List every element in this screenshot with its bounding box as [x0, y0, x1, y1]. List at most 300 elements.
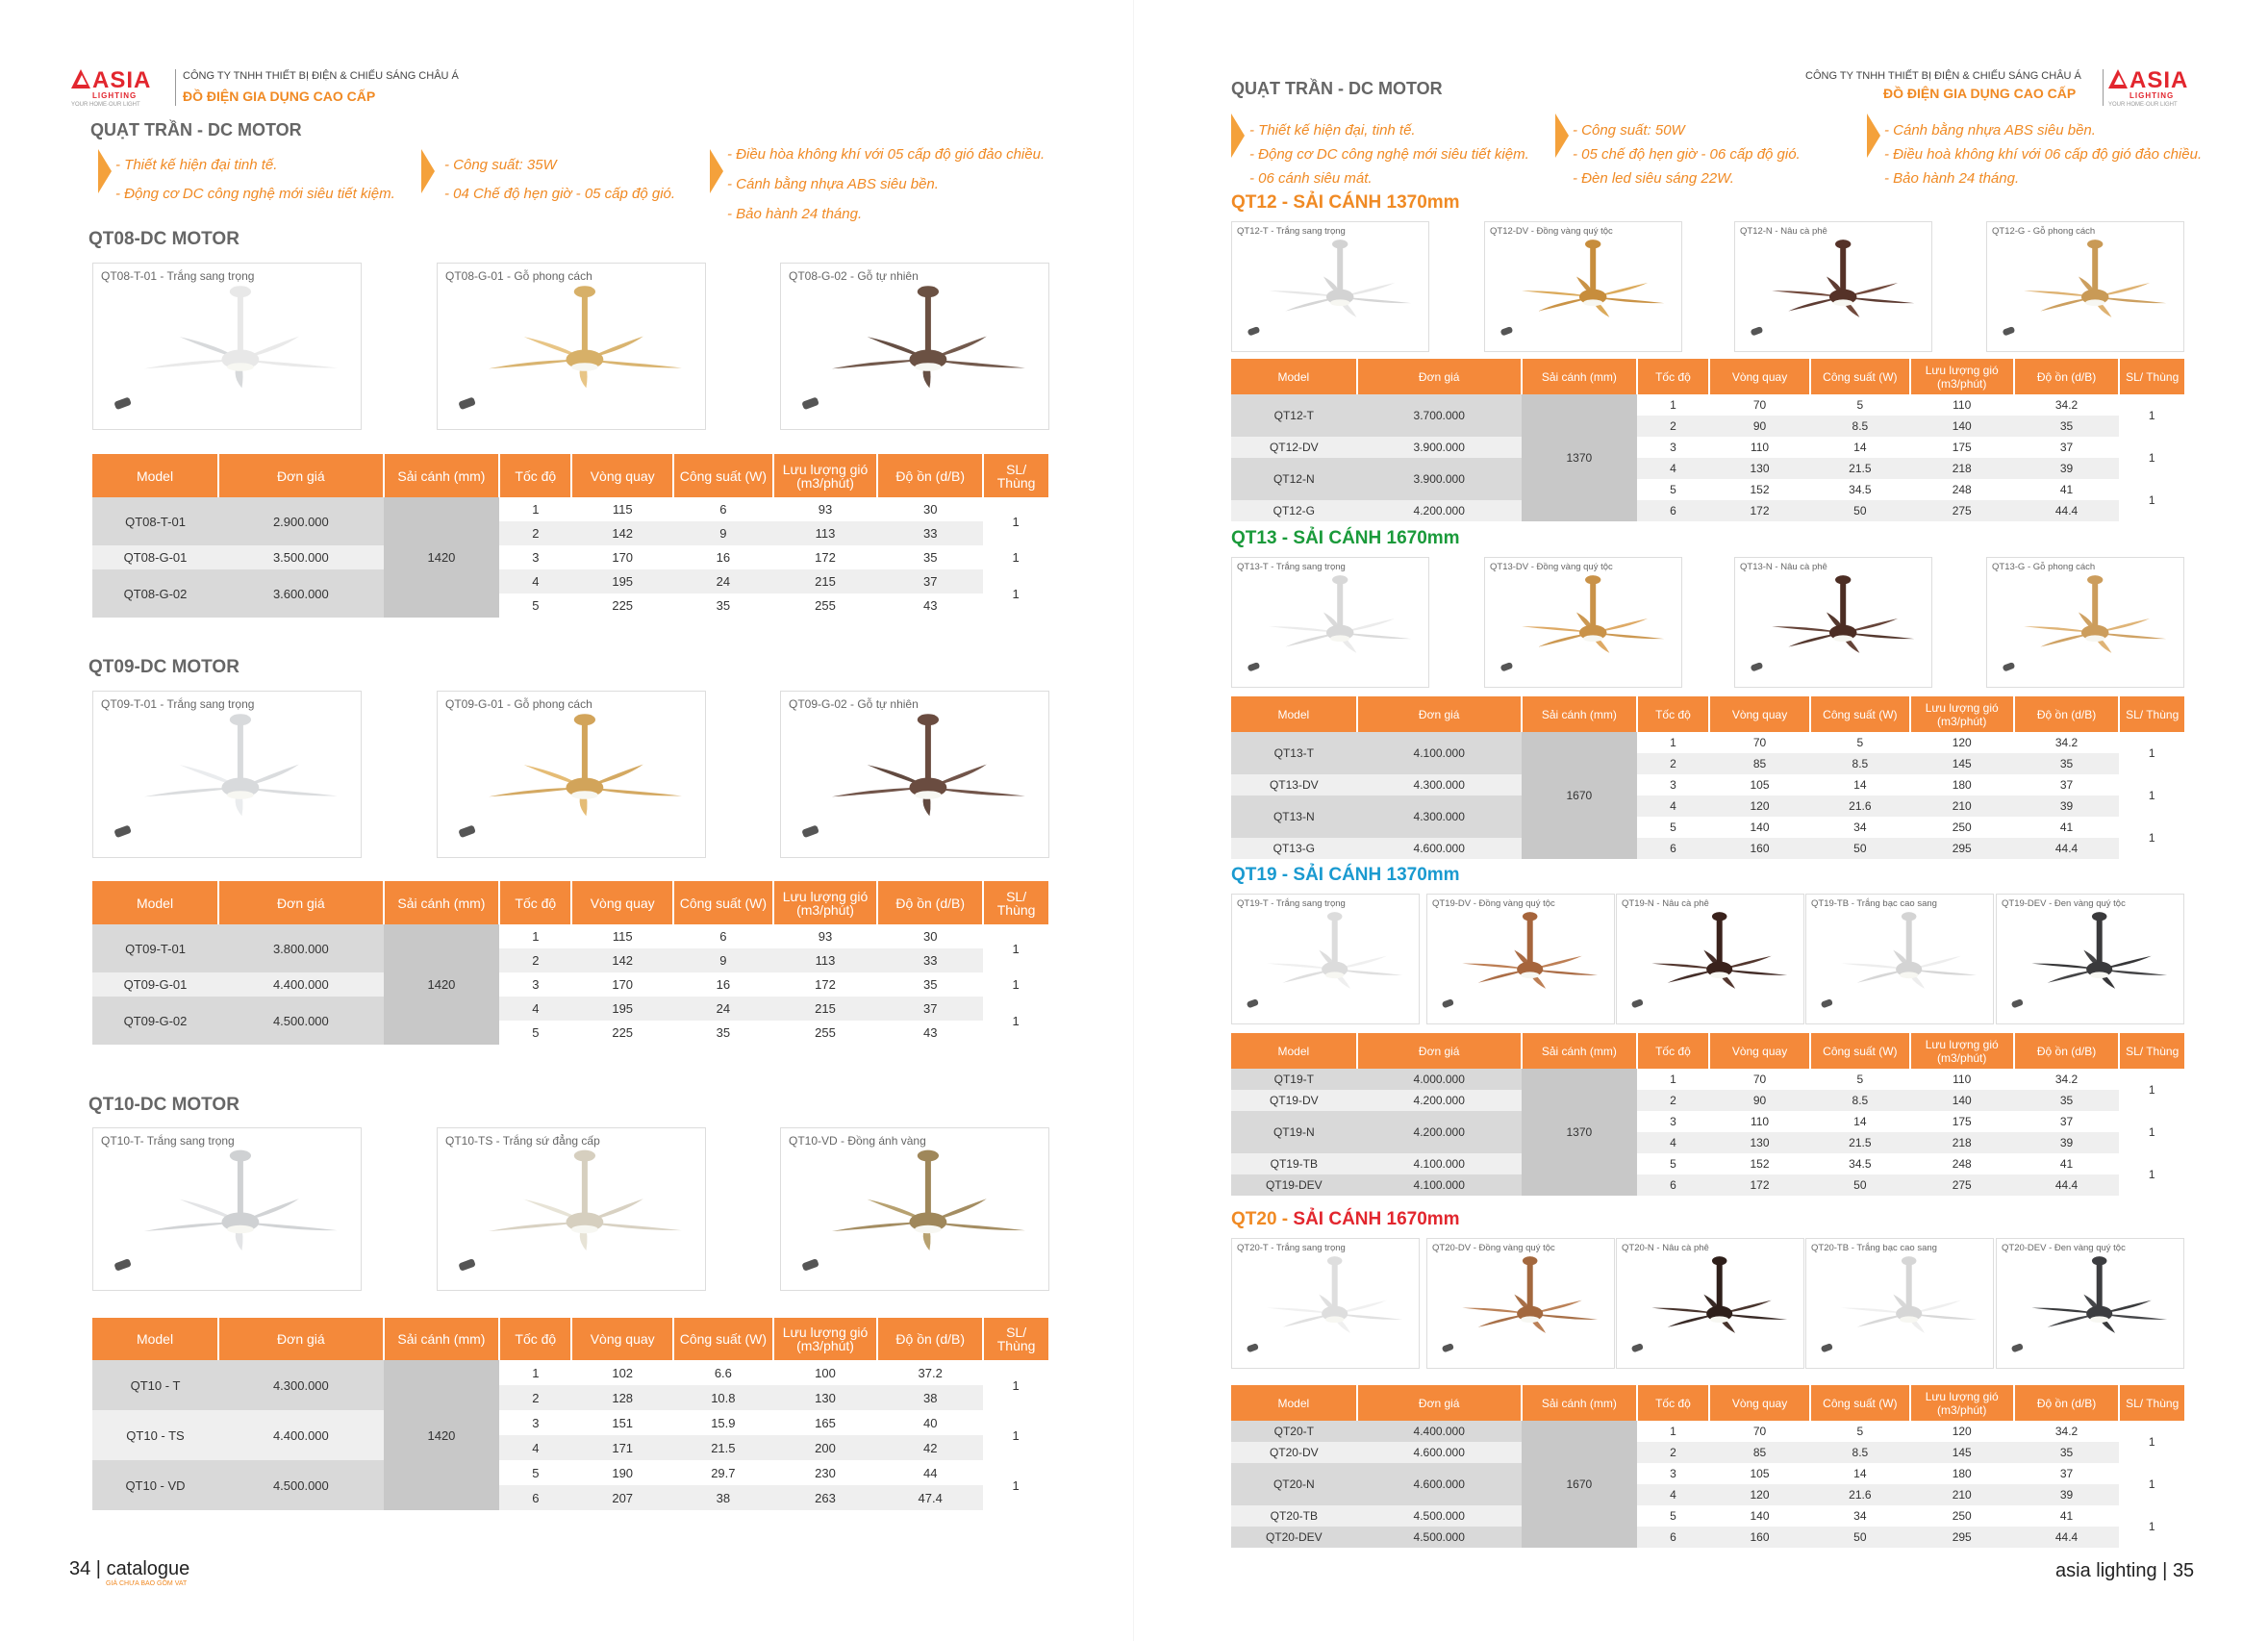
ceiling-fan-image: [1427, 895, 1614, 1023]
power-cell: 9: [673, 948, 773, 972]
airflow-cell: 130: [773, 1385, 877, 1410]
footer-vat-note: GIÁ CHƯA BAO GỒM VAT: [106, 1580, 188, 1587]
airflow-cell: 175: [1910, 1111, 2014, 1132]
price-cell: 4.300.000: [1357, 774, 1522, 795]
rpm-cell: 70: [1709, 732, 1810, 753]
feature-arrow-icon: [1231, 114, 1245, 158]
span-cell: 1670: [1522, 1421, 1637, 1548]
product-label: QT13-G - Gỗ phong cách: [1992, 562, 2096, 572]
product-card[interactable]: [1231, 221, 1429, 352]
column-header: Công suất (W): [1810, 359, 1910, 394]
power-cell: 34: [1810, 817, 1910, 838]
rpm-cell: 160: [1709, 838, 1810, 859]
product-card[interactable]: [1231, 557, 1429, 688]
product-label: QT20-TB - Trắng bạc cao sang: [1811, 1243, 1937, 1253]
power-cell: 50: [1810, 1174, 1910, 1196]
column-header: Tốc độ: [499, 1318, 571, 1360]
speed-cell: 4: [499, 1435, 571, 1460]
product-card[interactable]: [1996, 894, 2184, 1024]
noise-cell: 39: [2014, 1132, 2120, 1153]
speed-cell: 1: [499, 924, 571, 948]
table-row: [92, 497, 1048, 521]
table-row: [1231, 1442, 2184, 1463]
table-header-row: [1231, 696, 2184, 732]
qty-cell: 1: [983, 569, 1048, 618]
product-card[interactable]: [780, 1127, 1049, 1291]
speed-cell: 1: [1637, 1421, 1709, 1442]
power-cell: 21.5: [1810, 458, 1910, 479]
product-card[interactable]: [92, 691, 362, 858]
column-header: Lưu lượng gió (m3/phút): [773, 881, 877, 924]
price-cell: 3.800.000: [218, 924, 384, 972]
noise-cell: 37.2: [877, 1360, 983, 1385]
table-row: [1231, 1505, 2184, 1527]
column-header: SL/ Thùng: [2119, 359, 2184, 394]
power-cell: 14: [1810, 437, 1910, 458]
ceiling-fan-image: [1997, 1239, 2183, 1368]
airflow-cell: 230: [773, 1460, 877, 1485]
qty-cell: 1: [983, 1460, 1048, 1510]
price-cell: 4.100.000: [1357, 732, 1522, 774]
product-card[interactable]: [780, 691, 1049, 858]
noise-cell: 30: [877, 924, 983, 948]
product-card[interactable]: [1996, 1238, 2184, 1369]
company-subtitle: ĐỒ ĐIỆN GIA DỤNG CAO CẤP: [183, 88, 376, 104]
airflow-cell: 215: [773, 997, 877, 1021]
noise-cell: 33: [877, 521, 983, 545]
price-cell: 4.500.000: [1357, 1505, 1522, 1527]
airflow-cell: 172: [773, 545, 877, 569]
column-header: Vòng quay: [1709, 1385, 1810, 1421]
column-header: Đơn giá: [1357, 1385, 1522, 1421]
asia-lighting-logo: ASIA LIGHTING YOUR HOME·OUR LIGHT: [2108, 67, 2189, 108]
column-header: Lưu lượng gió (m3/phút): [1910, 359, 2014, 394]
rpm-cell: 225: [571, 1021, 672, 1045]
rpm-cell: 207: [571, 1485, 672, 1510]
qty-cell: 1: [2119, 479, 2184, 521]
ceiling-fan-image: [1735, 558, 1931, 687]
table-row: [1231, 437, 2184, 458]
column-header: Model: [1231, 1033, 1357, 1069]
column-header: Công suất (W): [1810, 696, 1910, 732]
power-cell: 35: [673, 1021, 773, 1045]
column-header: Lưu lượng gió (m3/phút): [1910, 1033, 2014, 1069]
qt08-spec-table: [92, 454, 1048, 618]
speed-cell: 2: [1637, 1090, 1709, 1111]
column-header: Độ ồn (d/B): [2014, 1033, 2120, 1069]
product-card[interactable]: [1986, 557, 2184, 688]
rpm-cell: 115: [571, 924, 672, 948]
airflow-cell: 248: [1910, 479, 2014, 500]
ceiling-fan-image: [1427, 1239, 1614, 1368]
ceiling-fan-image: [1806, 895, 1993, 1023]
column-header: Tốc độ: [1637, 359, 1709, 394]
qty-cell: 1: [983, 1360, 1048, 1410]
ceiling-fan-image: [781, 264, 1048, 429]
product-label: QT19-DEV - Đen vàng quý tộc: [2002, 898, 2126, 909]
product-label: QT12-DV - Đồng vàng quý tộc: [1490, 226, 1613, 237]
qt12-spec-table: [1231, 359, 2184, 521]
product-card[interactable]: [1805, 894, 1994, 1024]
ceiling-fan-image: [1806, 1239, 1993, 1368]
column-header: Vòng quay: [571, 1318, 672, 1360]
model-cell: QT13-DV: [1231, 774, 1357, 795]
product-card[interactable]: [1616, 1238, 1804, 1369]
airflow-cell: 172: [773, 972, 877, 997]
qt13-title: QT13 - SẢI CÁNH 1670mm: [1231, 528, 1460, 548]
power-cell: 5: [1810, 1069, 1910, 1090]
section-title: QUẠT TRẦN - DC MOTOR: [90, 120, 302, 139]
noise-cell: 44: [877, 1460, 983, 1485]
feature-arrow-icon: [710, 149, 723, 193]
speed-cell: 6: [1637, 1527, 1709, 1548]
column-header: Công suất (W): [1810, 1385, 1910, 1421]
product-card[interactable]: [1426, 1238, 1615, 1369]
power-cell: 50: [1810, 500, 1910, 521]
product-label: QT10-T- Trắng sang trọng: [101, 1134, 235, 1148]
qty-cell: 1: [2119, 1111, 2184, 1153]
column-header: Độ ồn (d/B): [2014, 359, 2120, 394]
rpm-cell: 195: [571, 569, 672, 593]
column-header: SL/ Thùng: [983, 454, 1048, 497]
product-label: QT09-G-02 - Gỗ tự nhiên: [789, 697, 919, 711]
power-cell: 14: [1810, 1111, 1910, 1132]
feature-arrow-icon: [1867, 114, 1880, 158]
noise-cell: 44.4: [2014, 1174, 2120, 1196]
product-card[interactable]: [92, 1127, 362, 1291]
qty-cell: 1: [983, 545, 1048, 569]
airflow-cell: 113: [773, 521, 877, 545]
noise-cell: 44.4: [2014, 1527, 2120, 1548]
model-cell: QT20-DV: [1231, 1442, 1357, 1463]
model-cell: QT08-G-02: [92, 569, 218, 618]
feature-arrow-icon: [98, 149, 112, 193]
column-header: SL/ Thùng: [983, 881, 1048, 924]
product-label: QT08-T-01 - Trắng sang trọng: [101, 269, 255, 283]
power-cell: 35: [673, 593, 773, 618]
ceiling-fan-image: [1485, 558, 1681, 687]
model-cell: QT09-T-01: [92, 924, 218, 972]
rpm-cell: 152: [1709, 1153, 1810, 1174]
model-cell: QT09-G-01: [92, 972, 218, 997]
power-cell: 34: [1810, 1505, 1910, 1527]
product-card[interactable]: [437, 263, 706, 430]
model-cell: QT08-T-01: [92, 497, 218, 545]
model-cell: QT12-DV: [1231, 437, 1357, 458]
power-cell: 6.6: [673, 1360, 773, 1385]
product-card[interactable]: [1484, 557, 1682, 688]
feature-block-3: - Cánh bằng nhựa ABS siêu bền. - Điều hoà không khí với 06 cấp độ gió đảo chiều. - Bảo hành 24 tháng.: [1884, 122, 2203, 187]
noise-cell: 34.2: [2014, 1069, 2120, 1090]
ceiling-fan-image: [1232, 895, 1419, 1023]
noise-cell: 35: [2014, 753, 2120, 774]
speed-cell: 4: [499, 569, 571, 593]
speed-cell: 5: [499, 1021, 571, 1045]
airflow-cell: 295: [1910, 1527, 2014, 1548]
table-row: [92, 569, 1048, 593]
airflow-cell: 200: [773, 1435, 877, 1460]
power-cell: 14: [1810, 774, 1910, 795]
section-title: QUẠT TRẦN - DC MOTOR: [1231, 79, 1443, 98]
ceiling-fan-image: [93, 264, 361, 429]
product-label: QT09-T-01 - Trắng sang trọng: [101, 697, 255, 711]
product-card[interactable]: [437, 691, 706, 858]
power-cell: 5: [1810, 394, 1910, 416]
rpm-cell: 195: [571, 997, 672, 1021]
product-label: QT12-G - Gỗ phong cách: [1992, 226, 2096, 237]
table-header-row: [92, 881, 1048, 924]
rpm-cell: 190: [571, 1460, 672, 1485]
noise-cell: 43: [877, 1021, 983, 1045]
speed-cell: 5: [1637, 817, 1709, 838]
power-cell: 50: [1810, 1527, 1910, 1548]
column-header: Đơn giá: [1357, 359, 1522, 394]
table-row: [92, 924, 1048, 948]
rpm-cell: 102: [571, 1360, 672, 1385]
column-header: Công suất (W): [1810, 1033, 1910, 1069]
rpm-cell: 128: [571, 1385, 672, 1410]
product-label: QT12-N - Nâu cà phê: [1740, 226, 1827, 237]
product-card[interactable]: [1426, 894, 1615, 1024]
price-cell: 4.200.000: [1357, 1090, 1522, 1111]
airflow-cell: 140: [1910, 1090, 2014, 1111]
qty-cell: 1: [983, 997, 1048, 1045]
column-header: Đơn giá: [218, 454, 384, 497]
feature-block-2: - Công suất: 35W - 04 Chế độ hẹn giờ - 05 cấp độ gió.: [444, 157, 676, 202]
rpm-cell: 140: [1709, 1505, 1810, 1527]
ceiling-fan-image: [1232, 558, 1428, 687]
ceiling-fan-image: [781, 692, 1048, 857]
product-label: QT13-T - Trắng sang trọng: [1237, 562, 1346, 572]
column-header: Vòng quay: [1709, 359, 1810, 394]
speed-cell: 2: [499, 1385, 571, 1410]
product-card[interactable]: [1805, 1238, 1994, 1369]
airflow-cell: 180: [1910, 774, 2014, 795]
column-header: Sải cánh (mm): [384, 1318, 499, 1360]
product-card[interactable]: [1484, 221, 1682, 352]
feature-arrow-icon: [421, 149, 435, 193]
column-header: Độ ồn (d/B): [877, 454, 983, 497]
column-header: Công suất (W): [673, 881, 773, 924]
column-header: Đơn giá: [1357, 1033, 1522, 1069]
price-cell: 4.400.000: [1357, 1421, 1522, 1442]
airflow-cell: 255: [773, 593, 877, 618]
product-card[interactable]: [1616, 894, 1804, 1024]
speed-cell: 2: [1637, 753, 1709, 774]
qty-cell: 1: [2119, 774, 2184, 817]
rpm-cell: 85: [1709, 753, 1810, 774]
product-card[interactable]: [780, 263, 1049, 430]
speed-cell: 2: [499, 521, 571, 545]
airflow-cell: 250: [1910, 817, 2014, 838]
table-row: [1231, 1111, 2184, 1132]
rpm-cell: 130: [1709, 458, 1810, 479]
rpm-cell: 172: [1709, 500, 1810, 521]
speed-cell: 3: [499, 1410, 571, 1435]
span-cell: 1420: [384, 1360, 499, 1510]
product-label: QT08-G-01 - Gỗ phong cách: [445, 269, 592, 283]
noise-cell: 37: [2014, 774, 2120, 795]
product-card[interactable]: [437, 1127, 706, 1291]
column-header: SL/ Thùng: [2119, 1033, 2184, 1069]
table-row: [1231, 1527, 2184, 1548]
page-footer: 34 | catalogue: [69, 1558, 190, 1579]
table-row: [1231, 1463, 2184, 1484]
noise-cell: 47.4: [877, 1485, 983, 1510]
product-label: QT19-DV - Đồng vàng quý tộc: [1432, 898, 1555, 909]
rpm-cell: 85: [1709, 1442, 1810, 1463]
price-cell: 4.100.000: [1357, 1153, 1522, 1174]
ceiling-fan-image: [1232, 1239, 1419, 1368]
ceiling-fan-image: [93, 1128, 361, 1290]
price-cell: 4.300.000: [1357, 795, 1522, 838]
product-card[interactable]: [1231, 894, 1420, 1024]
column-header: Sải cánh (mm): [1522, 1385, 1637, 1421]
column-header: Model: [92, 1318, 218, 1360]
ceiling-fan-image: [1987, 222, 2183, 351]
airflow-cell: 275: [1910, 1174, 2014, 1196]
price-cell: 4.400.000: [218, 972, 384, 997]
column-header: Đơn giá: [1357, 696, 1522, 732]
span-cell: 1370: [1522, 394, 1637, 521]
model-cell: QT19-TB: [1231, 1153, 1357, 1174]
rpm-cell: 110: [1709, 437, 1810, 458]
product-label: QT13-N - Nâu cà phê: [1740, 562, 1827, 572]
table-row: [1231, 500, 2184, 521]
qt09-spec-table: [92, 881, 1048, 1045]
column-header: Độ ồn (d/B): [877, 881, 983, 924]
table-row: [1231, 795, 2184, 817]
column-header: Sải cánh (mm): [1522, 696, 1637, 732]
column-header: Tốc độ: [499, 881, 571, 924]
speed-cell: 5: [499, 593, 571, 618]
speed-cell: 4: [1637, 1484, 1709, 1505]
qt20-spec-table: [1231, 1385, 2184, 1548]
airflow-cell: 140: [1910, 416, 2014, 437]
model-cell: QT19-N: [1231, 1111, 1357, 1153]
column-header: SL/ Thùng: [983, 1318, 1048, 1360]
power-cell: 9: [673, 521, 773, 545]
power-cell: 21.6: [1810, 795, 1910, 817]
table-row: [92, 972, 1048, 997]
speed-cell: 2: [1637, 416, 1709, 437]
airflow-cell: 255: [773, 1021, 877, 1045]
speed-cell: 5: [499, 1460, 571, 1485]
column-header: Tốc độ: [1637, 1033, 1709, 1069]
speed-cell: 3: [499, 545, 571, 569]
price-cell: 3.700.000: [1357, 394, 1522, 437]
qt19-spec-table: [1231, 1033, 2184, 1196]
table-header-row: [92, 1318, 1048, 1360]
qty-cell: 1: [2119, 1421, 2184, 1463]
qty-cell: 1: [2119, 732, 2184, 774]
qty-cell: 1: [983, 924, 1048, 972]
qt08-title: QT08-DC MOTOR: [88, 229, 239, 249]
product-label: QT08-G-02 - Gỗ tự nhiên: [789, 269, 919, 283]
power-cell: 5: [1810, 1421, 1910, 1442]
price-cell: 4.500.000: [218, 1460, 384, 1510]
model-cell: QT12-T: [1231, 394, 1357, 437]
price-cell: 3.600.000: [218, 569, 384, 618]
table-row: [92, 1360, 1048, 1385]
noise-cell: 35: [2014, 1442, 2120, 1463]
table-row: [92, 1410, 1048, 1435]
column-header: Tốc độ: [499, 454, 571, 497]
noise-cell: 35: [877, 972, 983, 997]
company-name: CÔNG TY TNHH THIẾT BỊ ĐIỆN & CHIẾU SÁNG CHÂU Á: [1805, 70, 2081, 82]
price-cell: 3.900.000: [1357, 458, 1522, 500]
column-header: Lưu lượng gió (m3/phút): [773, 1318, 877, 1360]
column-header: Độ ồn (d/B): [877, 1318, 983, 1360]
price-cell: 4.500.000: [1357, 1527, 1522, 1548]
rpm-cell: 140: [1709, 817, 1810, 838]
product-card[interactable]: [1734, 221, 1932, 352]
noise-cell: 35: [2014, 1090, 2120, 1111]
rpm-cell: 120: [1709, 1484, 1810, 1505]
noise-cell: 30: [877, 497, 983, 521]
rpm-cell: 170: [571, 545, 672, 569]
airflow-cell: 93: [773, 497, 877, 521]
qty-cell: 1: [2119, 817, 2184, 859]
airflow-cell: 120: [1910, 1421, 2014, 1442]
column-header: Lưu lượng gió (m3/phút): [773, 454, 877, 497]
price-cell: 3.900.000: [1357, 437, 1522, 458]
product-label: QT10-TS - Trắng sứ đẳng cấp: [445, 1134, 600, 1148]
model-cell: QT09-G-02: [92, 997, 218, 1045]
product-card[interactable]: [92, 263, 362, 430]
feature-block-1: - Thiết kế hiện đại, tinh tế. - Động cơ DC công nghệ mới siêu tiết kiệm. - 06 cánh siêu mát.: [1249, 122, 1529, 187]
qty-cell: 1: [983, 497, 1048, 545]
power-cell: 16: [673, 972, 773, 997]
qty-cell: 1: [2119, 1153, 2184, 1196]
airflow-cell: 175: [1910, 437, 2014, 458]
model-cell: QT12-G: [1231, 500, 1357, 521]
model-cell: QT20-N: [1231, 1463, 1357, 1505]
span-cell: 1420: [384, 497, 499, 618]
product-label: QT12-T - Trắng sang trọng: [1237, 226, 1346, 237]
table-row: [1231, 1174, 2184, 1196]
span-cell: 1420: [384, 924, 499, 1045]
column-header: Đơn giá: [218, 1318, 384, 1360]
speed-cell: 5: [1637, 1153, 1709, 1174]
table-row: [92, 997, 1048, 1021]
table-row: [1231, 1421, 2184, 1442]
price-cell: 4.300.000: [218, 1360, 384, 1410]
airflow-cell: 210: [1910, 795, 2014, 817]
noise-cell: 42: [877, 1435, 983, 1460]
power-cell: 5: [1810, 732, 1910, 753]
product-card[interactable]: [1986, 221, 2184, 352]
qty-cell: 1: [2119, 1505, 2184, 1548]
noise-cell: 41: [2014, 479, 2120, 500]
price-cell: 4.200.000: [1357, 1111, 1522, 1153]
span-cell: 1370: [1522, 1069, 1637, 1196]
speed-cell: 1: [1637, 394, 1709, 416]
rpm-cell: 160: [1709, 1527, 1810, 1548]
ceiling-fan-image: [438, 264, 705, 429]
rpm-cell: 70: [1709, 1421, 1810, 1442]
power-cell: 21.5: [1810, 1132, 1910, 1153]
speed-cell: 6: [1637, 500, 1709, 521]
power-cell: 50: [1810, 838, 1910, 859]
rpm-cell: 225: [571, 593, 672, 618]
power-cell: 21.5: [673, 1435, 773, 1460]
noise-cell: 39: [2014, 1484, 2120, 1505]
product-card[interactable]: [1231, 1238, 1420, 1369]
product-card[interactable]: [1734, 557, 1932, 688]
model-cell: QT20-T: [1231, 1421, 1357, 1442]
power-cell: 38: [673, 1485, 773, 1510]
